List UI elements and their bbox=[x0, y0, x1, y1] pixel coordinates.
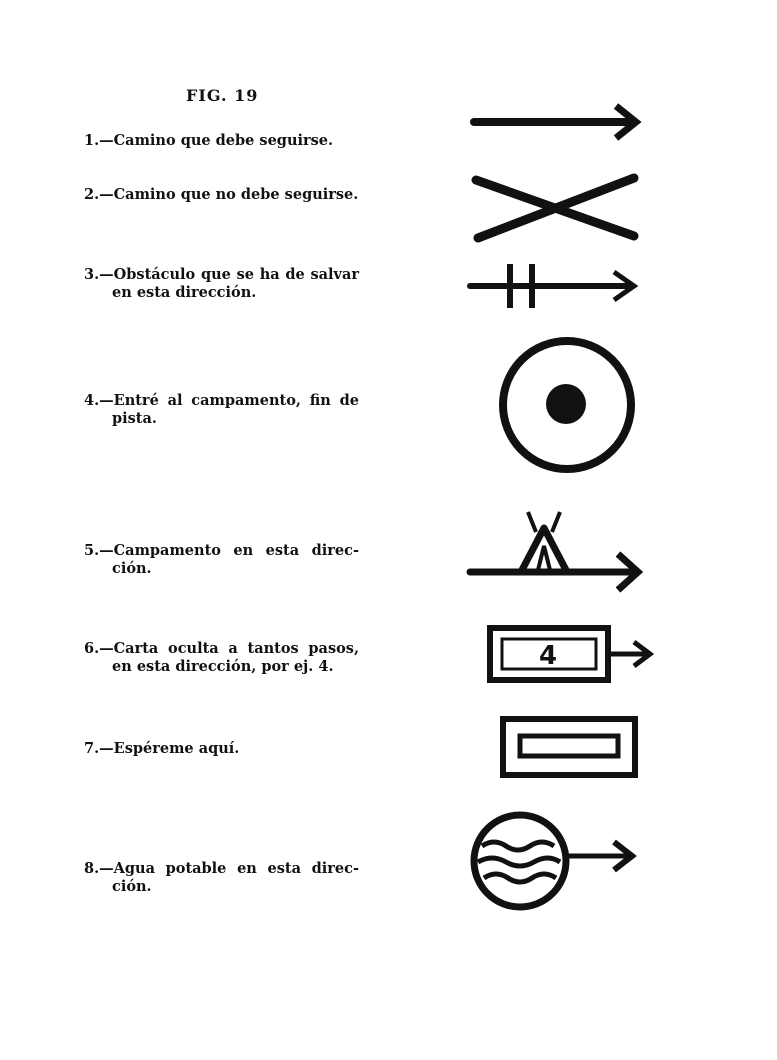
item-8-line-2: ción. bbox=[112, 878, 152, 895]
figure-title: FIG. 19 bbox=[186, 86, 259, 105]
item-6-line-1: 6.—Carta oculta a tantos pasos, bbox=[84, 640, 359, 657]
item-4-symbol bbox=[494, 332, 640, 478]
box-number-arrow-icon bbox=[486, 624, 658, 684]
item-3-text bbox=[84, 266, 359, 302]
item-8-symbol bbox=[468, 810, 644, 912]
item-2-line-1: 2.—Camino que no debe seguirse. bbox=[84, 186, 359, 203]
item-1-line-1: 1.—Camino que debe seguirse. bbox=[84, 132, 334, 149]
item-3-symbol bbox=[466, 258, 646, 314]
circle-dot-icon bbox=[494, 332, 640, 478]
item-6-text bbox=[84, 640, 359, 676]
item-7-symbol bbox=[500, 716, 640, 778]
item-2-symbol bbox=[468, 168, 648, 248]
straight-arrow-icon bbox=[468, 100, 648, 144]
item-4-text bbox=[84, 392, 359, 428]
item-1-text bbox=[84, 132, 359, 150]
item-4-line-1: 4.—Entré al campamento, fin de bbox=[84, 392, 359, 409]
nested-rectangle-icon bbox=[500, 716, 640, 778]
item-1-symbol bbox=[468, 100, 648, 144]
item-8-line-1: 8.—Agua potable en esta direc- bbox=[84, 860, 359, 877]
box-number: 4 bbox=[538, 641, 558, 671]
item-7-text bbox=[84, 740, 359, 758]
item-4-line-2: pista. bbox=[112, 410, 157, 427]
item-3-line-2: en esta dirección. bbox=[112, 284, 257, 301]
tent-arrow-icon bbox=[466, 506, 650, 596]
item-7-line-1: 7.—Espéreme aquí. bbox=[84, 740, 240, 757]
item-6-symbol bbox=[486, 624, 658, 684]
cross-icon bbox=[468, 168, 648, 248]
item-5-symbol bbox=[466, 506, 650, 596]
obstacle-arrow-icon bbox=[466, 258, 646, 314]
item-3-line-1: 3.—Obstáculo que se ha de salvar bbox=[84, 266, 359, 283]
item-5-line-1: 5.—Campamento en esta direc- bbox=[84, 542, 359, 559]
item-2-text bbox=[84, 186, 359, 204]
water-circle-arrow-icon bbox=[468, 810, 644, 912]
item-6-line-2: en esta dirección, por ej. 4. bbox=[112, 658, 334, 675]
item-5-text bbox=[84, 542, 359, 578]
item-5-line-2: ción. bbox=[112, 560, 152, 577]
item-8-text bbox=[84, 860, 359, 896]
